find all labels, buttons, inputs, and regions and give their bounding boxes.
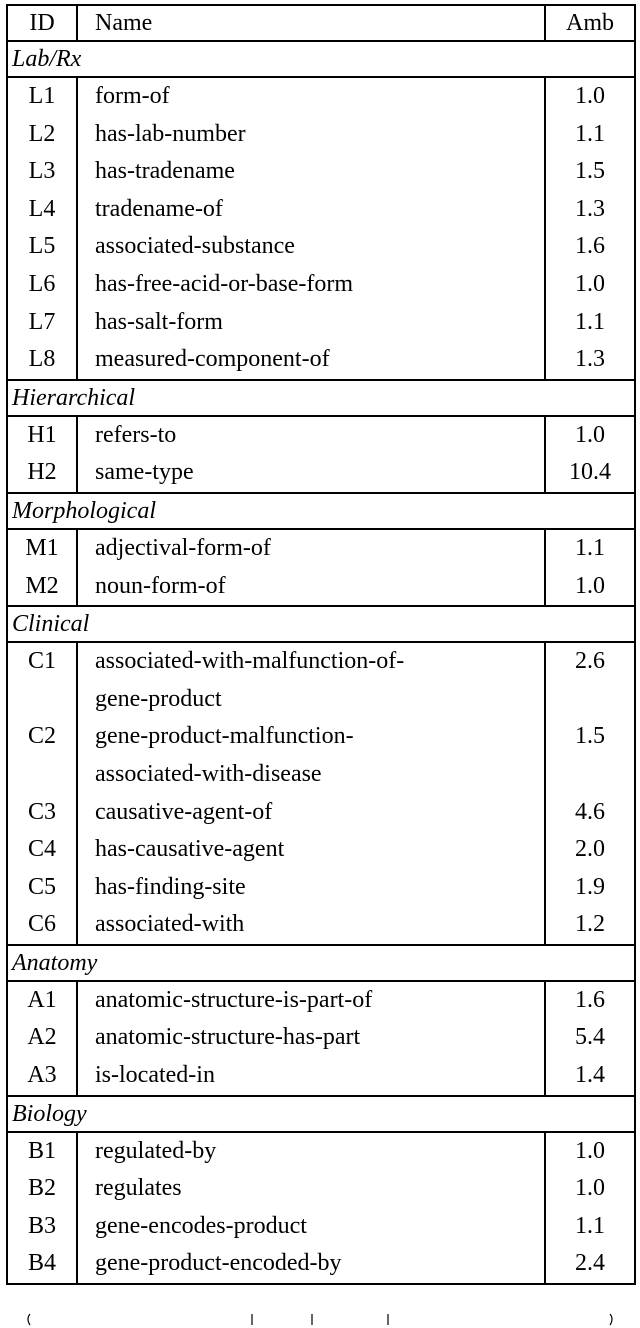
table-row bbox=[7, 869, 635, 907]
cell-amb: 10.4 bbox=[545, 454, 635, 493]
cell-name bbox=[77, 1132, 545, 1171]
section-title: Clinical bbox=[7, 606, 635, 642]
table-row bbox=[7, 416, 635, 455]
name-line: associated-with bbox=[95, 911, 245, 938]
name-line: regulated-by bbox=[95, 1137, 217, 1164]
header-row bbox=[7, 5, 635, 41]
cell-amb: 1.0 bbox=[545, 77, 635, 116]
cell-id: A3 bbox=[7, 1057, 77, 1096]
cell-name bbox=[77, 869, 545, 907]
section-row bbox=[7, 41, 635, 77]
name-line: has-causative-agent bbox=[95, 836, 285, 863]
section-title: Anatomy bbox=[7, 945, 635, 981]
relation-table-container bbox=[6, 4, 634, 1285]
cell-name bbox=[77, 981, 545, 1020]
table-row bbox=[7, 191, 635, 229]
table-row bbox=[7, 1019, 635, 1057]
cell-id: C2 bbox=[7, 718, 77, 793]
name-line: anatomic-structure-has-part bbox=[95, 1024, 361, 1051]
cell-id: H2 bbox=[7, 454, 77, 493]
name-line: is-located-in bbox=[95, 1062, 215, 1089]
cell-name bbox=[77, 1057, 545, 1096]
cell-id: C6 bbox=[7, 906, 77, 945]
cell-amb: 1.0 bbox=[545, 1132, 635, 1171]
cell-id: L7 bbox=[7, 304, 77, 342]
section-title: Morphological bbox=[7, 493, 635, 529]
table-row bbox=[7, 906, 635, 945]
name-line: gene-product-malfunction- bbox=[95, 723, 354, 750]
cell-amb: 5.4 bbox=[545, 1019, 635, 1057]
cell-amb: 1.9 bbox=[545, 869, 635, 907]
name-line: gene-encodes-product bbox=[95, 1212, 307, 1239]
cell-amb: 1.1 bbox=[545, 304, 635, 342]
cell-amb: 1.3 bbox=[545, 191, 635, 229]
table-row bbox=[7, 1170, 635, 1208]
name-line: has-finding-site bbox=[95, 873, 246, 900]
name-line: associated-with-disease bbox=[95, 760, 322, 787]
cell-id: A2 bbox=[7, 1019, 77, 1057]
cell-id: M2 bbox=[7, 568, 77, 607]
table-row bbox=[7, 341, 635, 380]
section-row bbox=[7, 380, 635, 416]
table-row bbox=[7, 1245, 635, 1284]
table-row bbox=[7, 981, 635, 1020]
cell-id: M1 bbox=[7, 529, 77, 568]
cell-amb: 1.1 bbox=[545, 1208, 635, 1246]
name-line: causative-agent-of bbox=[95, 798, 273, 825]
cell-name bbox=[77, 642, 545, 718]
table-row bbox=[7, 228, 635, 266]
cell-id: B4 bbox=[7, 1245, 77, 1284]
cell-name bbox=[77, 116, 545, 154]
header-name: Name bbox=[77, 5, 545, 41]
table-row bbox=[7, 266, 635, 304]
cell-amb: 1.1 bbox=[545, 529, 635, 568]
section-row bbox=[7, 945, 635, 981]
cell-name bbox=[77, 191, 545, 229]
table-row bbox=[7, 454, 635, 493]
cell-id: L3 bbox=[7, 153, 77, 191]
name-line: has-free-acid-or-base-form bbox=[95, 270, 354, 297]
table-row bbox=[7, 1057, 635, 1096]
cell-id: L5 bbox=[7, 228, 77, 266]
cell-amb: 1.0 bbox=[545, 1170, 635, 1208]
name-line: same-type bbox=[95, 459, 194, 486]
cell-name bbox=[77, 416, 545, 455]
cell-name bbox=[77, 266, 545, 304]
name-line: associated-with-malfunction-of- bbox=[95, 648, 405, 675]
name-line: adjectival-form-of bbox=[95, 534, 271, 561]
table-row bbox=[7, 1208, 635, 1246]
cell-id: L8 bbox=[7, 341, 77, 380]
name-line: anatomic-structure-is-part-of bbox=[95, 986, 373, 1013]
name-line: tradename-of bbox=[95, 195, 223, 222]
header-id: ID bbox=[7, 5, 77, 41]
cell-name bbox=[77, 1245, 545, 1284]
cell-amb: 2.0 bbox=[545, 831, 635, 869]
cell-name bbox=[77, 341, 545, 380]
cell-name bbox=[77, 304, 545, 342]
table-row bbox=[7, 77, 635, 116]
cell-id: C3 bbox=[7, 794, 77, 832]
cell-amb: 2.6 bbox=[545, 642, 635, 718]
cell-name bbox=[77, 153, 545, 191]
table-row bbox=[7, 794, 635, 832]
cell-amb: 4.6 bbox=[545, 794, 635, 832]
table-row bbox=[7, 568, 635, 607]
name-line: noun-form-of bbox=[95, 572, 226, 599]
name-line: has-tradename bbox=[95, 158, 235, 185]
cell-id: H1 bbox=[7, 416, 77, 455]
cell-name bbox=[77, 529, 545, 568]
header-amb: Amb bbox=[545, 5, 635, 41]
cell-amb: 1.1 bbox=[545, 116, 635, 154]
name-line: refers-to bbox=[95, 421, 177, 448]
cell-name bbox=[77, 1019, 545, 1057]
cell-id: B3 bbox=[7, 1208, 77, 1246]
section-title: Lab/Rx bbox=[7, 41, 635, 77]
table-row bbox=[7, 153, 635, 191]
cell-name bbox=[77, 228, 545, 266]
cell-amb: 1.6 bbox=[545, 981, 635, 1020]
section-row bbox=[7, 606, 635, 642]
table-row bbox=[7, 116, 635, 154]
table-row bbox=[7, 831, 635, 869]
cell-amb: 1.2 bbox=[545, 906, 635, 945]
relation-table bbox=[6, 4, 636, 1285]
cell-id: B2 bbox=[7, 1170, 77, 1208]
cell-id: L2 bbox=[7, 116, 77, 154]
table-body bbox=[7, 41, 635, 1284]
cell-name bbox=[77, 1208, 545, 1246]
name-line: measured-component-of bbox=[95, 346, 330, 373]
table-row bbox=[7, 642, 635, 718]
cell-id: B1 bbox=[7, 1132, 77, 1171]
cropped-caption-marks bbox=[20, 1312, 620, 1326]
section-row bbox=[7, 493, 635, 529]
cell-id: C4 bbox=[7, 831, 77, 869]
table-row bbox=[7, 718, 635, 793]
name-line: gene-product bbox=[95, 685, 222, 712]
table-row bbox=[7, 1132, 635, 1171]
cell-amb: 1.5 bbox=[545, 153, 635, 191]
cell-amb: 1.0 bbox=[545, 568, 635, 607]
cell-id: L1 bbox=[7, 77, 77, 116]
name-line: has-lab-number bbox=[95, 120, 246, 147]
cell-amb: 1.0 bbox=[545, 266, 635, 304]
cell-amb: 1.4 bbox=[545, 1057, 635, 1096]
cell-amb: 1.5 bbox=[545, 718, 635, 793]
cell-name bbox=[77, 454, 545, 493]
cell-name bbox=[77, 906, 545, 945]
name-line: form-of bbox=[95, 83, 170, 109]
name-line: gene-product-encoded-by bbox=[95, 1250, 342, 1277]
cell-name bbox=[77, 77, 545, 116]
cell-id: L4 bbox=[7, 191, 77, 229]
cell-name bbox=[77, 1170, 545, 1208]
cell-id: L6 bbox=[7, 266, 77, 304]
figure-caption-cropped bbox=[20, 1312, 620, 1326]
cell-name bbox=[77, 831, 545, 869]
cell-amb: 1.6 bbox=[545, 228, 635, 266]
cell-amb: 1.0 bbox=[545, 416, 635, 455]
table-row bbox=[7, 304, 635, 342]
cell-name bbox=[77, 718, 545, 793]
table-row bbox=[7, 529, 635, 568]
cell-id: C5 bbox=[7, 869, 77, 907]
cell-name bbox=[77, 794, 545, 832]
cell-id: A1 bbox=[7, 981, 77, 1020]
name-line: has-salt-form bbox=[95, 308, 223, 335]
section-title: Hierarchical bbox=[7, 380, 635, 416]
cell-name bbox=[77, 568, 545, 607]
name-line: regulates bbox=[95, 1175, 182, 1202]
cell-amb: 1.3 bbox=[545, 341, 635, 380]
name-line: associated-substance bbox=[95, 233, 295, 260]
cell-amb: 2.4 bbox=[545, 1245, 635, 1284]
section-title: Biology bbox=[7, 1096, 635, 1132]
cell-id: C1 bbox=[7, 642, 77, 718]
section-row bbox=[7, 1096, 635, 1132]
